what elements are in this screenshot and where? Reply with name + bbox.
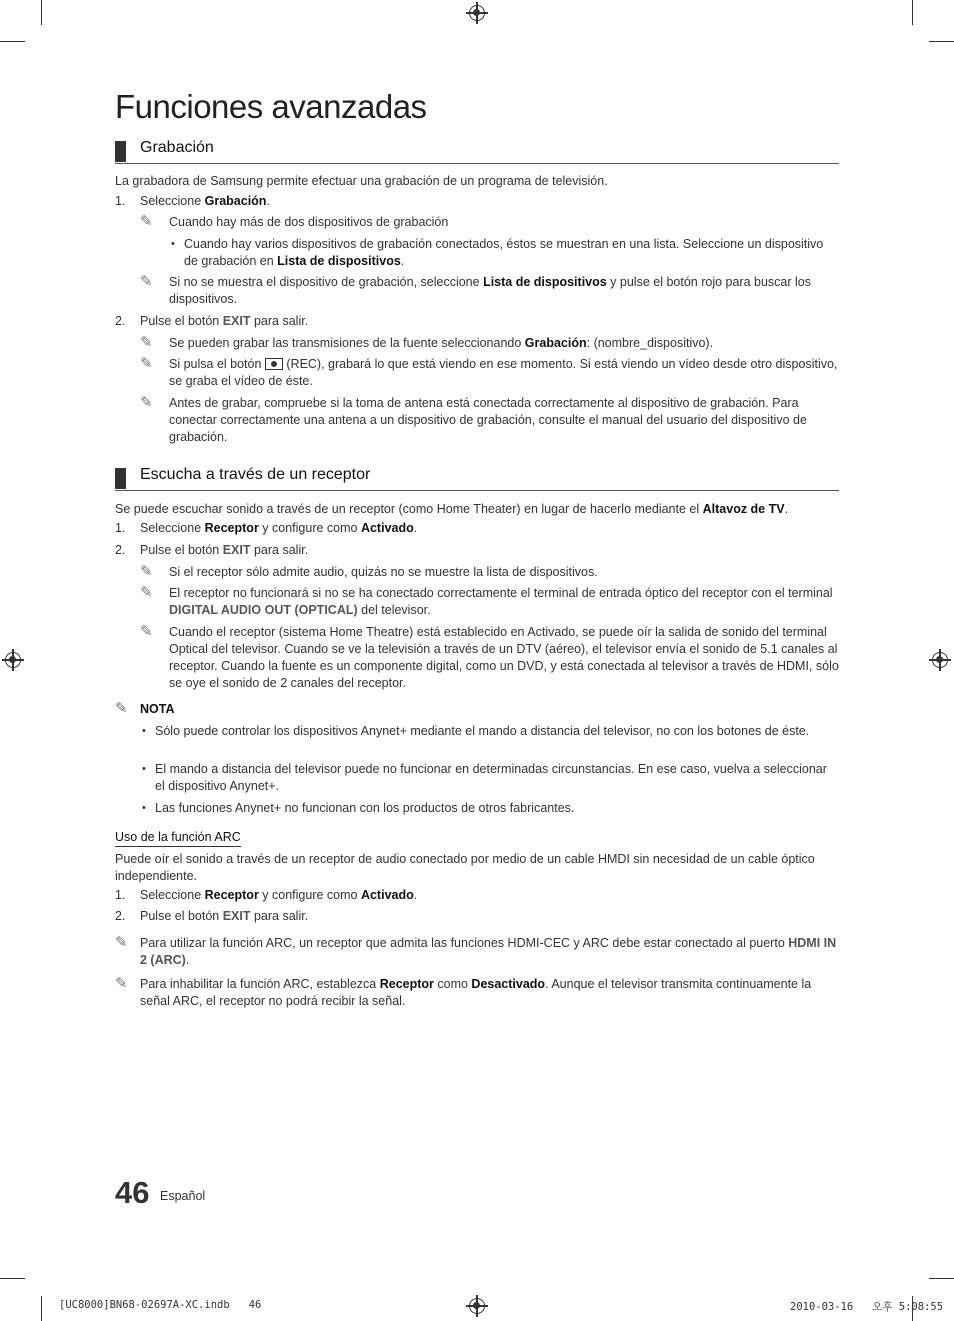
step-text: Seleccione Receptor y configure como Activado. xyxy=(140,888,418,902)
crop-mark xyxy=(929,41,954,42)
bullet-icon: • xyxy=(142,763,146,775)
step-number: 2. xyxy=(115,314,126,328)
note-text: Si no se muestra el dispositivo de grabación, seleccione Lista de dispositivos y pulse el botón rojo para buscar los dispositivos. xyxy=(169,275,811,306)
section-heading-grabacion xyxy=(115,139,839,164)
page-number: 46 xyxy=(115,1175,150,1210)
note-text: Cuando el receptor (sistema Home Theatre) está establecido en Activado, se puede oír la salida de sonido del terminal Optical del televisor. Cuando se ve la televisión a través de un DTV (aéreo), el televisor envía el sonido de 5.1 canales al receptor. Cuando la fuente es un componente digital, como un DVD, y está conectada al televisor a través de HDMI, sólo se oye el sonido de 2 canales del receptor. xyxy=(169,625,839,690)
step-number: 1. xyxy=(115,521,126,535)
step-text: Pulse el botón EXIT para salir. xyxy=(140,314,309,328)
note-text: Se pueden grabar las transmisiones de la fuente seleccionando Grabación: (nombre_dispositivo). xyxy=(169,336,714,350)
registration-mark-icon xyxy=(469,5,485,21)
note-text: Antes de grabar, compruebe si la toma de antena está conectada correctamente al dispositivo de grabación. Para conectar correctamente una antena a un dispositivo de grabación, consulte el manual del usuario del dispositivo de grabación. xyxy=(169,396,807,444)
registration-mark-icon xyxy=(469,1298,485,1314)
heading-bar xyxy=(115,141,126,162)
heading-bar xyxy=(115,468,126,489)
section-heading-text: Escucha a través de un receptor xyxy=(140,466,371,483)
pencil-note-icon: ✎ xyxy=(140,334,153,351)
paragraph: La grabadora de Samsung permite efectuar una grabación de un programa de televisión. xyxy=(115,174,608,188)
bullet-text: El mando a distancia del televisor puede no funcionar en determinadas circunstancias. En ese caso, vuelva a seleccionar el dispositivo Anynet+. xyxy=(155,762,827,793)
pencil-note-icon: ✎ xyxy=(140,273,153,290)
section-heading-receptor xyxy=(115,466,839,491)
page-title: Funciones avanzadas xyxy=(115,88,427,125)
bullet-icon: • xyxy=(142,802,146,814)
note-text: El receptor no funcionará si no se ha conectado correctamente el terminal de entrada óptico del receptor con el terminal DIGITAL AUDIO OUT (OPTICAL) del televisor. xyxy=(169,586,833,617)
subsection-heading-arc: Uso de la función ARC xyxy=(115,829,241,847)
bullet-text: Cuando hay varios dispositivos de grabación conectados, éstos se muestran en una lista. Seleccione un dispositivo de grabación en Lista de dispositivos. xyxy=(184,237,824,268)
step-number: 2. xyxy=(115,909,126,923)
language-label: Español xyxy=(160,1189,206,1203)
crop-mark xyxy=(929,1278,954,1279)
step-text: Pulse el botón EXIT para salir. xyxy=(140,543,309,557)
crop-mark xyxy=(41,0,42,25)
bullet-text: Las funciones Anynet+ no funcionan con los productos de otros fabricantes. xyxy=(155,801,575,815)
step-number: 1. xyxy=(115,888,126,902)
step-text: Seleccione Grabación. xyxy=(140,194,270,208)
pencil-note-icon: ✎ xyxy=(140,355,153,372)
print-footer-datetime: 2010-03-16 오후 5:08:55 xyxy=(790,1301,944,1313)
bullet-icon: • xyxy=(171,238,175,250)
registration-mark-icon xyxy=(5,652,21,668)
pencil-note-icon: ✎ xyxy=(140,623,153,640)
print-footer-file: [UC8000]BN68-02697A-XC.indb 46 xyxy=(59,1299,262,1311)
note-text: Para utilizar la función ARC, un receptor que admita las funciones HDMI-CEC y ARC debe estar conectado al puerto HDMI IN 2 (ARC). xyxy=(140,936,837,967)
note-text: Si pulsa el botón (REC), grabará lo que está viendo en ese momento. Si está viendo un vídeo desde otro dispositivo, se graba el vídeo de éste. xyxy=(169,357,838,388)
section-heading-text: Grabación xyxy=(140,139,214,156)
step-number: 1. xyxy=(115,194,126,208)
pencil-note-icon: ✎ xyxy=(140,394,153,411)
step-text: Seleccione Receptor y configure como Activado. xyxy=(140,521,418,535)
pencil-note-icon: ✎ xyxy=(140,584,153,601)
registration-mark-icon xyxy=(932,652,948,668)
step-text: Pulse el botón EXIT para salir. xyxy=(140,909,309,923)
pencil-note-icon: ✎ xyxy=(140,563,153,580)
nota-label: NOTA xyxy=(140,702,175,716)
note-text: Cuando hay más de dos dispositivos de grabación xyxy=(169,215,449,229)
pencil-note-icon: ✎ xyxy=(115,934,128,951)
paragraph: Puede oír el sonido a través de un receptor de audio conectado por medio de un cable HMDI sin necesidad de un cable óptico independiente. xyxy=(115,852,815,883)
crop-mark xyxy=(41,1296,42,1321)
paragraph: Se puede escuchar sonido a través de un receptor (como Home Theater) en lugar de hacerlo mediante el Altavoz de TV. xyxy=(115,502,789,516)
note-text: Si el receptor sólo admite audio, quizás no se muestre la lista de dispositivos. xyxy=(169,565,598,579)
pencil-note-icon: ✎ xyxy=(115,700,128,717)
pencil-note-icon: ✎ xyxy=(115,975,128,992)
bullet-text: Sólo puede controlar los dispositivos Anynet+ mediante el mando a distancia del televisor, no con los botones de éste. xyxy=(155,724,810,738)
rec-button-icon xyxy=(265,358,283,370)
crop-mark xyxy=(912,0,913,25)
step-number: 2. xyxy=(115,543,126,557)
bullet-icon: • xyxy=(142,725,146,737)
note-text: Para inhabilitar la función ARC, establezca Receptor como Desactivado. Aunque el televisor transmita continuamente la señal ARC, el receptor no podrá recibir la señal. xyxy=(140,977,812,1008)
crop-mark xyxy=(0,41,25,42)
pencil-note-icon: ✎ xyxy=(140,213,153,230)
crop-mark xyxy=(0,1278,25,1279)
